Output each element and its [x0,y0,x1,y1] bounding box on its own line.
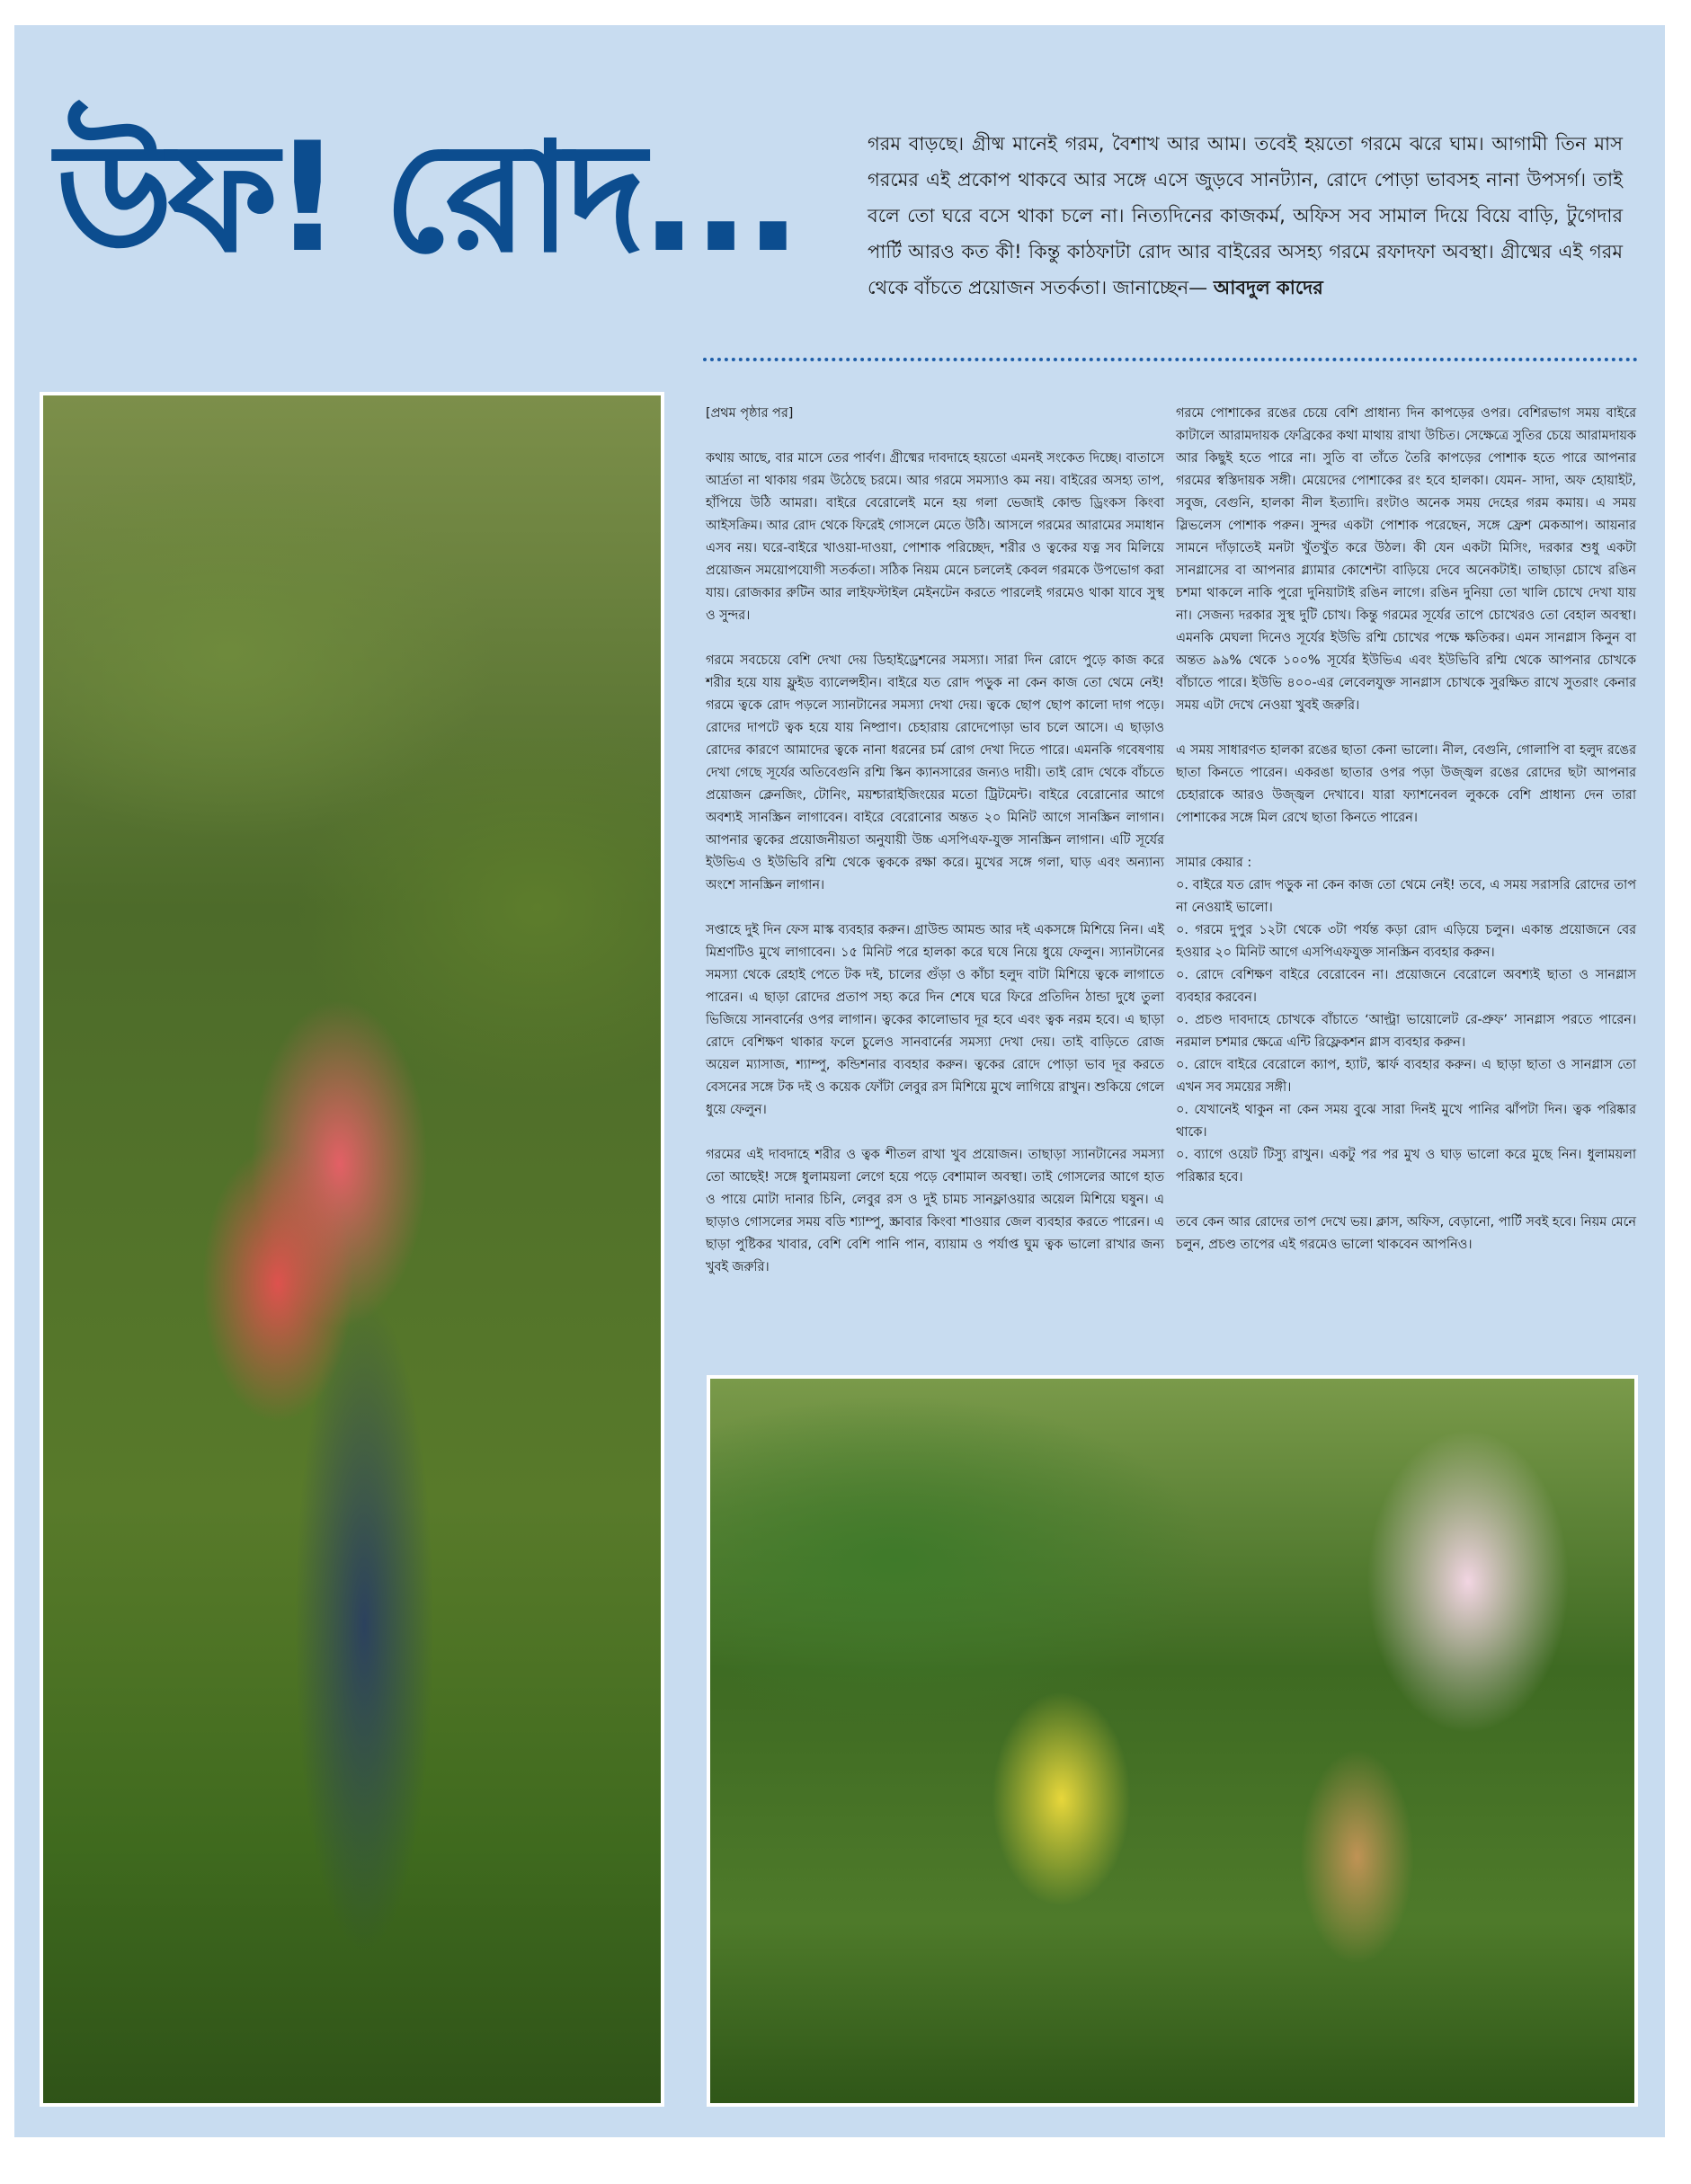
summer-care-tip: ০. প্রচণ্ড দাবদাহে চোখকে বাঁচাতে ‘আল্ট্রা ভায়োলেট রে-প্রুফ’ সানগ্লাস পরতে পারেন। নরমাল চশমার ক্ষেত্রে এন্টি রিফ্লেকশন গ্লাস ব্যবহার করুন। [1176,1013,1636,1050]
byline: আবদুল কাদের [1213,277,1323,298]
intro-text: গরম বাড়ছে। গ্রীষ্ম মানেই গরম, বৈশাখ আর আম। তবেই হয়তো গরমে ঝরে ঘাম। আগামী তিন মাস গরমের এই প্রকোপ থাকবে আর সঙ্গে এসে জুড়বে সানট্যান, রোদে পোড়া ভাবসহ নানা উপসর্গ। তাই বলে তো ঘরে বসে থাকা চলে না। নিত্যদিনের কাজকর্ম, অফিস সব সামাল দিয়ে বিয়ে বাড়ি, টুগেদার পার্টি আরও কত কী! কিন্তু কাঠফাটা রোদ আর বাইরের অসহ্য গরমে রফাদফা অবস্থা। গ্রীষ্মের এই গরম থেকে বাঁচতে প্রয়োজন সতর্কতা। জানাচ্ছেন— [868,133,1623,298]
summer-care-tip: ০. যেখানেই থাকুন না কেন সময় বুঝে সারা দিনই মুখে পানির ঝাঁপটা দিন। ত্বক পরিষ্কার থাকে। [1176,1103,1636,1140]
paragraph-dehydration-suntan: গরমে সবচেয়ে বেশি দেখা দেয় ডিহাইড্রেশনের সমস্যা। সারা দিন রোদে পুড়ে কাজ করে শরীর হয়ে যায় ফ্লুইড ব্যালেন্সহীন। বাইরে যত রোদ পড়ুক না কেন কাজ তো থেমে নেই! গরমে ত্বকে রোদ পড়লে স্যানটানের সমস্যা দেখা দেয়। ত্বকে ছোপ ছোপ কালো দাগ পড়ে। রোদের দাপটে ত্বক হয়ে যায় নিষ্প্রাণ। চেহারায় রোদেপোড়া ভাব চলে আসে। এ ছাড়াও রোদের কারণে আমাদের ত্বকে নানা ধরনের চর্ম রোগ দেখা দিতে পারে। এমনকি গবেষণায় দেখা গেছে সূর্যের অতিবেগুনি রশ্মি স্কিন ক্যানসারের জন্যও দায়ী। তাই রোদ থেকে বাঁচতে প্রয়োজন ক্লেনজিং, টোনিং, ময়শ্চারাইজিংয়ের মতো ট্রিটমেন্ট। বাইরে বেরোনোর আগে অবশ্যই সানস্ক্রিন লাগাবেন। বাইরে বেরোনোর অন্তত ২০ মিনিট আগে সানস্ক্রিন লাগান। আপনার ত্বকের প্রয়োজনীয়তা অনুযায়ী উচ্চ এসপিএফ-যুক্ত সানস্ক্রিন লাগান। এটি সূর্যের ইউভিএ ও ইউভিবি রশ্মি থেকে ত্বককে রক্ষা করে। মুখের সঙ্গে গলা, ঘাড় এবং অন্যান্য অংশে সানস্ক্রিন লাগান। [706,653,1164,892]
paragraph-clothing-sunglasses: গরমে পোশাকের রঙের চেয়ে বেশি প্রাধান্য দিন কাপড়ের ওপর। বেশিরভাগ সময় বাইরে কাটালে আরামদায়ক ফেব্রিকের কথা মাথায় রাখা উচিত। সেক্ষেত্রে সুতির চেয়ে আরামদায়ক আর কিছুই হতে পারে না। সুতি বা তাঁতে তৈরি কাপড়ের পোশাক হতে পারে আপনার গরমের স্বস্তিদায়ক সঙ্গী। মেয়েদের পোশাকের রং হবে হালকা। যেমন- সাদা, অফ হোয়াইট, সবুজ, বেগুনি, হালকা নীল ইত্যাদি। রংটাও অনেক সময় দেহের গরম কমায়। এ সময় স্লিভলেস পোশাক পরুন। সুন্দর একটা পোশাক পরেছেন, সঙ্গে ফ্রেশ মেকআপ। আয়নার সামনে দাঁড়াতেই মনটা খুঁতখুঁত করে উঠল। কী যেন একটা মিসিং, দরকার শুধু একটা সানগ্লাসের বা আপনার গ্ল্যামার কোশেন্টা বাড়িয়ে দেবে অনেকটাই। তাছাড়া চোখে রঙিন চশমা থাকলে নাকি পুরো দুনিয়াটাই রঙিন লাগে। রঙিন দুনিয়া তো খালি চোখে দেখা যায় না। সেজন্য দরকার সুস্থ দুটি চোখ। কিন্তু গরমের সূর্যের তাপে চোখেরও তো বেহাল অবস্থা। এমনকি মেঘলা দিনেও সূর্যের ইউভি রশ্মি চোখের পক্ষে ক্ষতিকর। এমন সানগ্লাস কিনুন বা অন্তত ৯৯% থেকে ১০০% সূর্যের ইউভিএ এবং ইউভিবি রশ্মি থেকে আপনার চোখকে বাঁচাতে পারে। ইউভি ৪০০-এর লেবেলযুক্ত সানগ্লাস চোখকে সুরক্ষিত রাখে সুতরাং কেনার সময় এটা দেখে নেওয়া খুবই জরুরি। [1176,406,1636,713]
headline: উফ! রোদ... [56,110,797,286]
summer-care-tip: ০. গরমে দুপুর ১২টা থেকে ৩টা পর্যন্ত কড়া রোদ এড়িয়ে চলুন। একান্ত প্রয়োজনে বের হওয়ার ২০ মিনিট আগে এসপিএফযুক্ত সানস্ক্রিন ব্যবহার করুন। [1176,923,1636,960]
paragraph-closing: তবে কেন আর রোদের তাপ দেখে ভয়। ক্লাস, অফিস, বেড়ানো, পার্টি সবই হবে। নিয়ম মেনে চলুন, প্রচণ্ড তাপের এই গরমেও ভালো থাকবেন আপনিও। [1176,1215,1636,1252]
intro-paragraph [868,126,1623,306]
summer-care-tip: ০. ব্যাগে ওয়েট টিস্যু রাখুন। একটু পর পর মুখ ও ঘাড় ভালো করে মুছে নিন। ধুলাময়লা পরিষ্কার হবে। [1176,1148,1636,1185]
continued-from-front-page: [প্রথম পৃষ্ঠার পর] [706,406,794,421]
paragraph-bathing-care: গরমের এই দাবদাহে শরীর ও ত্বক শীতল রাখা খুব প্রয়োজন। তাছাড়া স্যানটানের সমস্যা তো আছেই! সঙ্গে ধুলাময়লা লেগে হয়ে পড়ে বেশামাল অবস্থা। তাই গোসলের আগে হাত ও পায়ে মোটা দানার চিনি, লেবুর রস ও দুই চামচ সানফ্লাওয়ার অয়েল মিশিয়ে ঘষুন। এ ছাড়াও গোসলের সময় বডি শ্যাম্পু, স্ক্রাবার কিংবা শাওয়ার জেল ব্যবহার করতে পারেন। এ ছাড়া পুষ্টিকর খাবার, বেশি বেশি পানি পান, ব্যায়াম ও পর্যাপ্ত ঘুম ত্বক ভালো রাখার জন্য খুবই জরুরি। [706,1148,1164,1274]
summer-care-heading: সামার কেয়ার : [1176,856,1252,870]
summer-care-tip: ০. বাইরে যত রোদ পড়ুক না কেন কাজ তো থেমে নেই! তবে, এ সময় সরাসরি রোদের তাপ না নেওয়াই ভালো। [1176,878,1636,915]
section-divider [703,358,1638,361]
summer-care-tip: ০. রোদে বেশিক্ষণ বাইরে বেরোবেন না। প্রয়োজনে বেরোলে অবশ্যই ছাতা ও সানগ্লাস ব্যবহার করবেন। [1176,968,1636,1005]
article-column-2 [1176,403,1636,1256]
summer-care-tip: ০. রোদে বাইরে বেরোলে ক্যাপ, হ্যাট, স্কার্ফ ব্যবহার করুন। এ ছাড়া ছাতা ও সানগ্লাস তো এখন সব সময়ের সঙ্গী। [1176,1058,1636,1095]
paragraph-face-mask: সপ্তাহে দুই দিন ফেস মাস্ক ব্যবহার করুন। গ্রাউন্ড আমন্ড আর দই একসঙ্গে মিশিয়ে নিন। এই মিশ্রণটিও মুখে লাগাবেন। ১৫ মিনিট পরে হালকা করে ঘষে নিয়ে ধুয়ে ফেলুন। স্যানটানের সমস্যা থেকে রেহাই পেতে টক দই, চালের গুঁড়া ও কাঁচা হলুদ বাটা মিশিয়ে ত্বকে লাগাতে পারেন। এ ছাড়া রোদের প্রতাপ সহ্য করে দিন শেষে ঘরে ফিরে প্রতিদিন ঠান্ডা দুধে তুলা ভিজিয়ে সানবার্নের ওপর লাগান। ত্বকের কালোভাব দূর হবে এবং ত্বক নরম হবে। এ ছাড়া রোদে বেশিক্ষণ থাকার ফলে চুলেও সানবার্নের সমস্যা দেখা দেয়। তাই বাড়িতে রোজ অয়েল ম্যাসাজ, শ্যাম্পু, কন্ডিশনার ব্যবহার করুন। ত্বকের রোদে পোড়া ভাব দূর করতে বেসনের সঙ্গে টক দই ও কয়েক ফোঁটা লেবুর রস মিশিয়ে মুখে লাগিয়ে রাখুন। শুকিয়ে গেলে ধুয়ে ফেলুন। [706,923,1164,1117]
fashion-photo-couple-garden [40,392,664,2107]
fashion-photo-couple-umbrella [707,1375,1638,2107]
article-column-1 [706,403,1164,1279]
paragraph-umbrella: এ সময় সাধারণত হালকা রঙের ছাতা কেনা ভালো। নীল, বেগুনি, গোলাপি বা হলুদ রঙের ছাতা কিনতে পারেন। একরঙা ছাতার ওপর পড়া উজ্জ্বল রঙের রোদের ছটা আপনার চেহারাকে আরও উজ্জ্বল দেখাবে। যারা ফ্যাশনেবল লুককে বেশি প্রাধান্য দেন তারা পোশাকের সঙ্গে মিল রেখে ছাতা কিনতে পারেন। [1176,743,1636,825]
paragraph-summer-intro: কথায় আছে, বার মাসে তের পার্বণ। গ্রীষ্মের দাবদাহে হয়তো এমনই সংকেত দিচ্ছে। বাতাসে আর্দ্রতা না থাকায় গরম উঠেছে চরমে। আর গরমে সমস্যাও কম নয়। বাইরের অসহ্য তাপ, হাঁপিয়ে উঠি আমরা। বাইরে বেরোলেই মনে হয় গলা ভেজাই কোল্ড ড্রিংকস কিংবা আইসক্রিম। আর রোদ থেকে ফিরেই গোসলে মেতে উঠি। আসলে গরমের আরামের সমাধান এসব নয়। ঘরে-বাইরে খাওয়া-দাওয়া, পোশাক পরিচ্ছেদ, শরীর ও ত্বকের যত্ন সব মিলিয়ে প্রয়োজন সময়োপযোগী সতর্কতা। সঠিক নিয়ম মেনে চললেই কেবল গরমকে উপভোগ করা যায়। রোজকার রুটিন আর লাইফস্টাইল মেইনটেন করতে পারলেই গরমেও থাকা যাবে সুস্থ ও সুন্দর। [706,451,1164,623]
